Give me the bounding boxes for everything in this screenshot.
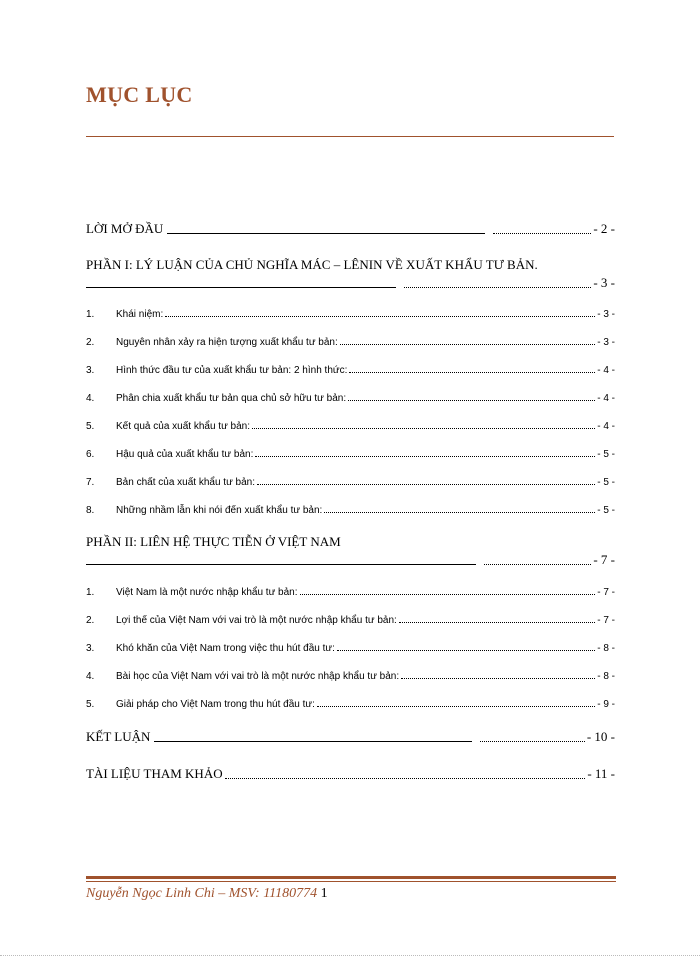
toc-number: 5. [86, 421, 95, 432]
toc-number: 1. [86, 309, 95, 320]
toc-leader-line [86, 287, 396, 288]
toc-label: PHẦN I: LÝ LUẬN CỦA CHỦ NGHĨA MÁC – LÊNIN VỀ XUẤT KHẨU TƯ BẢN. [86, 257, 538, 272]
toc-number: 6. [86, 449, 95, 460]
toc-entry-1-8[interactable] [86, 498, 615, 516]
footer-author: Nguyễn Ngọc Linh Chi – MSV: 11180774 [86, 886, 318, 901]
toc-leader-dots [401, 668, 595, 679]
toc-page-number: - 5 - [597, 449, 615, 460]
toc-entry-1-4[interactable] [86, 386, 615, 404]
toc-entry-1-2[interactable] [86, 330, 615, 348]
footer-divider-thin [86, 881, 616, 882]
toc-label: Khó khăn của Việt Nam trong việc thu hút đầu tư: [116, 643, 335, 654]
toc-leader-dots [484, 554, 591, 565]
toc-number: 3. [86, 365, 95, 376]
toc-leader-dots [480, 731, 584, 742]
toc-leader-dots [493, 223, 591, 234]
page-bottom-edge [0, 955, 700, 956]
toc-page-number: - 8 - [597, 643, 615, 654]
toc-page-number: - 4 - [597, 365, 615, 376]
toc-label: Bản chất của xuất khẩu tư bản: [116, 477, 256, 488]
toc-number: 8. [86, 505, 95, 516]
toc-number: 4. [86, 393, 95, 404]
toc-label: KẾT LUẬN [86, 729, 151, 744]
toc-label: PHẦN II: LIÊN HỆ THỰC TIỄN Ở VIỆT NAM [86, 534, 341, 549]
toc-entry-conclusion[interactable] [86, 727, 615, 745]
toc-label: Phân chia xuất khẩu tư bản qua chủ sở hữu tư bản: [116, 393, 347, 404]
toc-page-number: - 4 - [597, 421, 615, 432]
footer [86, 886, 328, 902]
toc-page-number: - 10 - [586, 729, 615, 744]
toc-page-number: - 7 - [597, 587, 615, 598]
toc-leader-line [167, 233, 485, 234]
toc-leader-dots [255, 446, 595, 457]
toc-page-number: - 7 - [597, 615, 615, 626]
toc-label: Khái niệm: [116, 309, 164, 320]
toc-page-number: - 5 - [597, 477, 615, 488]
toc-entry-2-5[interactable] [86, 692, 615, 710]
toc-number: 5. [86, 699, 95, 710]
page-title: MỤC LỤC [86, 82, 193, 107]
toc-leader-dots [165, 306, 595, 317]
toc-entry-part2[interactable] [86, 532, 615, 550]
title-divider [86, 136, 614, 137]
toc-entry-1-1[interactable] [86, 302, 615, 320]
toc-entry-1-5[interactable] [86, 414, 615, 432]
toc-leader-dots [300, 584, 596, 595]
toc-number: 7. [86, 477, 95, 488]
toc-entry-1-6[interactable] [86, 442, 615, 460]
toc-leader-dots [340, 334, 595, 345]
toc-label: Việt Nam là một nước nhập khẩu tư bản: [116, 587, 298, 598]
toc-entry-2-3[interactable] [86, 636, 615, 654]
toc-entry-references[interactable] [86, 764, 615, 782]
toc-leader-dots [337, 640, 595, 651]
toc-page-number: - 7 - [593, 552, 615, 567]
footer-page-number: 1 [320, 886, 328, 901]
toc-page-number: - 3 - [597, 309, 615, 320]
footer-divider-thick [86, 876, 616, 879]
toc-label: Kết quả của xuất khẩu tư bản: [116, 421, 251, 432]
toc-entry-2-4[interactable] [86, 664, 615, 682]
toc-number: 4. [86, 671, 95, 682]
toc-label: Lợi thế của Việt Nam với vai trò là một nước nhập khẩu tư bản: [116, 615, 397, 626]
toc-leader-dots [252, 418, 595, 429]
toc-page-number: - 3 - [593, 275, 615, 290]
toc-leader-dots [257, 474, 595, 485]
toc-entry-part2-leader [86, 550, 615, 568]
toc-leader-dots [399, 612, 595, 623]
toc-number: 2. [86, 615, 95, 626]
toc-number: 2. [86, 337, 95, 348]
toc-page-number: - 2 - [593, 221, 615, 236]
toc-label: Giải pháp cho Việt Nam trong thu hút đầu tư: [116, 699, 315, 710]
toc-entry-2-2[interactable] [86, 608, 615, 626]
toc-leader-dots [348, 390, 595, 401]
toc-leader-line [86, 564, 476, 565]
toc-leader-dots [225, 768, 586, 779]
toc-leader-dots [324, 502, 595, 513]
toc-entry-intro[interactable] [86, 219, 615, 237]
toc-label: Hậu quả của xuất khẩu tư bản: [116, 449, 254, 460]
toc-page-number: - 4 - [597, 393, 615, 404]
toc-page-number: - 9 - [597, 699, 615, 710]
toc-entry-part1[interactable] [86, 255, 615, 273]
toc-number: 3. [86, 643, 95, 654]
toc-label: Nguyên nhân xảy ra hiện tượng xuất khẩu tư bản: [116, 337, 338, 348]
toc-leader-dots [404, 277, 591, 288]
toc-page-number: - 3 - [597, 337, 615, 348]
toc-entry-part1-leader [86, 273, 615, 291]
toc-label: TÀI LIỆU THAM KHẢO [86, 766, 223, 781]
toc-leader-dots [349, 362, 595, 373]
toc-entry-1-7[interactable] [86, 470, 615, 488]
toc-leader-dots [317, 696, 595, 707]
toc-entry-1-3[interactable] [86, 358, 615, 376]
toc-page-number: - 5 - [597, 505, 615, 516]
toc-page-number: - 11 - [587, 766, 615, 781]
toc-entry-2-1[interactable] [86, 580, 615, 598]
toc-label: Hình thức đầu tư của xuất khẩu tư bản: 2 hình thức: [116, 365, 348, 376]
toc-page-number: - 8 - [597, 671, 615, 682]
toc-leader-line [154, 741, 472, 742]
toc-label: Những nhầm lẫn khi nói đến xuất khẩu tư bản: [116, 505, 323, 516]
toc-number: 1. [86, 587, 95, 598]
toc-label: LỜI MỞ ĐẦU [86, 221, 164, 236]
toc-label: Bài học của Việt Nam với vai trò là một nước nhập khẩu tư bản: [116, 671, 400, 682]
